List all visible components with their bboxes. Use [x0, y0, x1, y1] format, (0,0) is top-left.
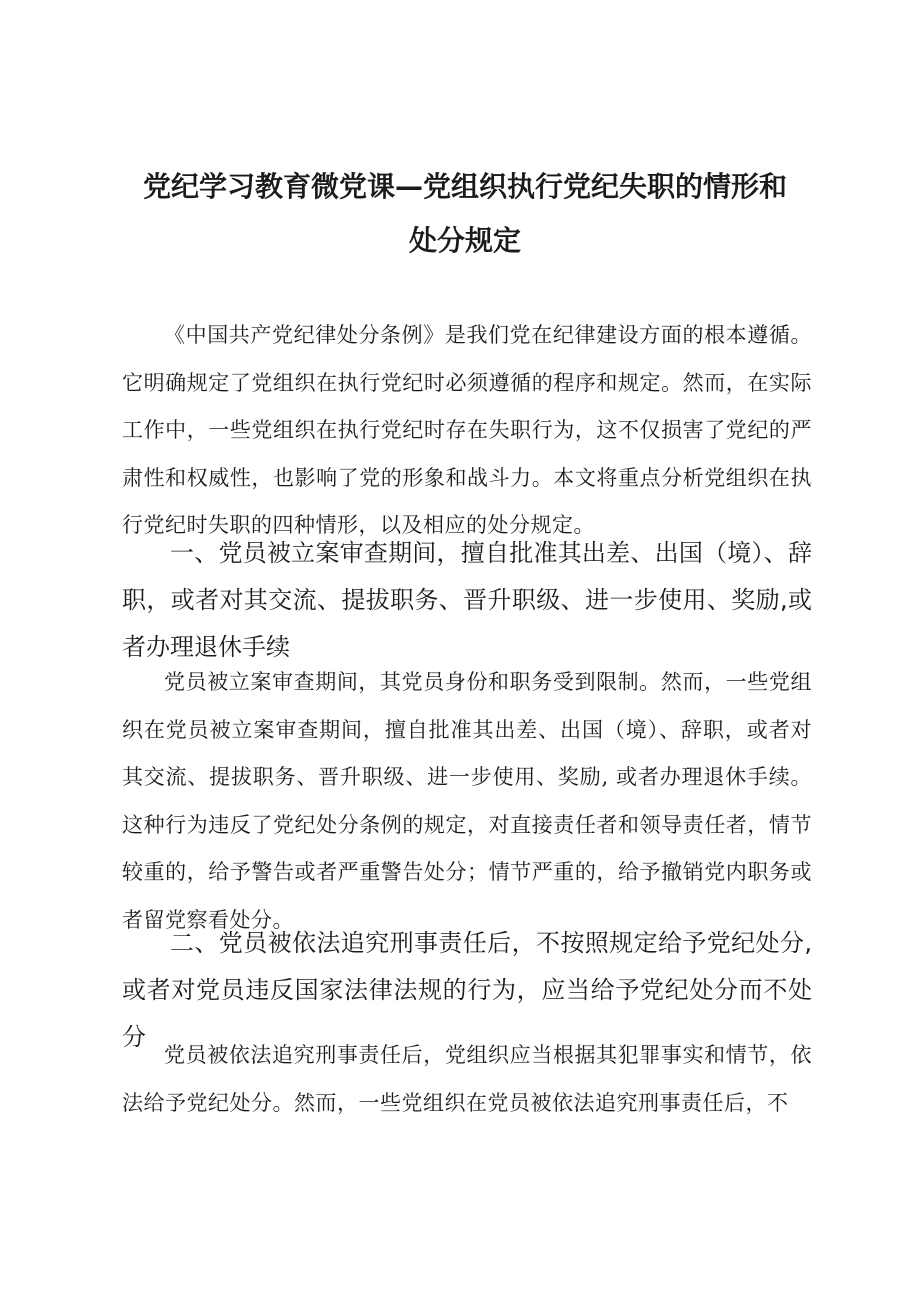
section-1-body: 党员被立案审查期间，其党员身份和职务受到限制。然而，一些党组织在党员被立案审查期间，擅自批准其出差、出国（境）、辞职，或者对其交流、提拔职务、晋升职级、进一步使用、奖励, 或者办理退休手续。这种行为违反了党纪处分条例的规定，对直接责任者和领导责任者，情节较重的，给予警告或者严重警告处分；情节严重的，给予撤销党内职务或者留党察看处分。 [122, 670, 812, 932]
section-1-heading: 一、党员被立案审查期间，擅自批准其出差、出国（境）、辞职，或者对其交流、提拔职务、晋升职级、进一步使用、奖励,或者办理退休手续 [122, 539, 812, 661]
document-title-line-2: 处分规定 [408, 224, 521, 257]
section-2-body: 党员被依法追究刑事责任后，党组织应当根据其犯罪事实和情节，依法给予党纪处分。然而，一些党组织在党员被依法追究刑事责任后，不 [122, 1043, 812, 1115]
document-title-line-1: 党纪学习教育微党课—党组织执行党纪失职的情形和 [142, 170, 787, 203]
intro-paragraph: 《中国共产党纪律处分条例》是我们党在纪律建设方面的根本遵循。它明确规定了党组织在执行党纪时必须遵循的程序和规定。然而，在实际工作中，一些党组织在执行党纪时存在失职行为，这不仅损害了党纪的严肃性和权威性，也影响了党的形象和战斗力。本文将重点分析党组织在执行党纪时失职的四种情形，以及相应的处分规定。 [122, 323, 812, 537]
section-2-heading: 二、党员被依法追究刑事责任后，不按照规定给予党纪处分,或者对党员违反国家法律法规的行为，应当给予党纪处分而不处分 [122, 929, 812, 1051]
